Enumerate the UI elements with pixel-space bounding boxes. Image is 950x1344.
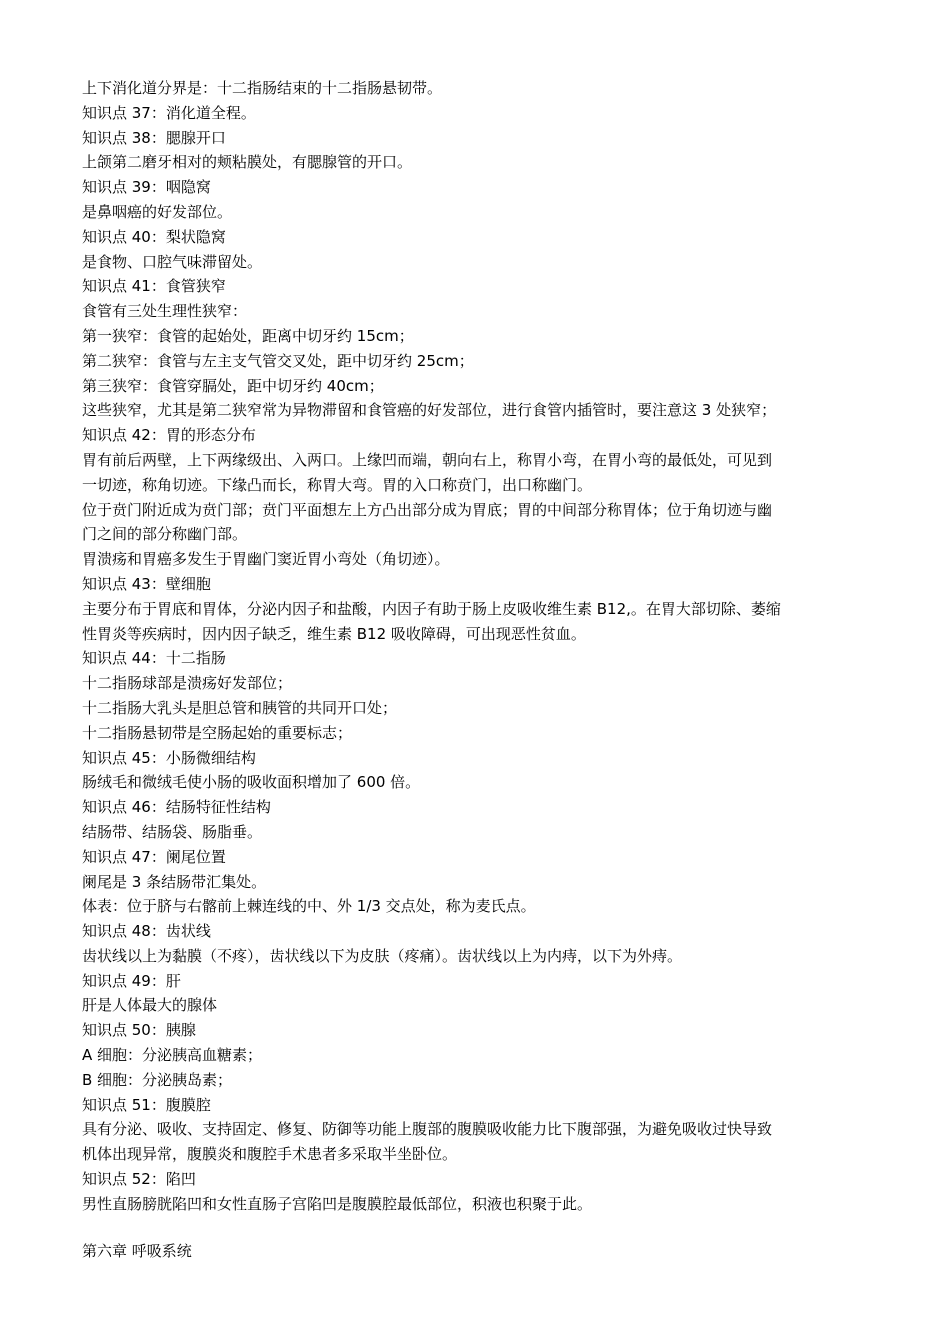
text-line: 上下消化道分界是：十二指肠结束的十二指肠悬韧带。 (82, 79, 443, 97)
text-line: 十二指肠大乳头是胆总管和胰管的共同开口处； (82, 698, 398, 717)
section-heading: 知识点 37：消化道全程。 (82, 103, 256, 122)
text-line: 一切迹，称角切迹。下缘凸而长，称胃大弯。胃的入口称贲门，出口称幽门。 (82, 475, 593, 494)
document-page (82, 76, 874, 1263)
text-line: 上颌第二磨牙相对的颊粘膜处，有腮腺管的开口。 (82, 153, 413, 172)
section-heading: 知识点 43：壁细胞 (82, 574, 211, 593)
text-line: 第一狭窄：食管的起始处，距离中切牙约 15cm； (82, 326, 414, 345)
text-line: 第三狭窄：食管穿膈处，距中切牙约 40cm； (82, 376, 384, 395)
section-heading: 知识点 40：梨状隐窝 (82, 227, 226, 246)
section-heading: 知识点 52：陷凹 (82, 1170, 196, 1189)
text-line: 肝是人体最大的腺体 (82, 996, 218, 1015)
text-line: 男性直肠膀胱陷凹和女性直肠子宫陷凹是腹膜腔最低部位，积液也积聚于此。 (82, 1194, 593, 1213)
section-heading: 知识点 50：胰腺 (82, 1021, 196, 1040)
text-line: 齿状线以上为黏膜（不疼），齿状线以下为皮肤（疼痛）。齿状线以上为内痔，以下为外痔。 (82, 946, 683, 965)
text-line: 这些狭窄，尤其是第二狭窄常为异物滞留和食管癌的好发部位，进行食管内插管时，要注意这 3 处狭窄； (82, 401, 777, 420)
text-line: 主要分布于胃底和胃体，分泌内因子和盐酸，内因子有助于肠上皮吸收维生素 B12,。在胃大部切除、萎缩 (82, 599, 781, 618)
text-line: 体表：位于脐与右髂前上棘连线的中、外 1/3 交点处，称为麦氏点。 (82, 897, 536, 916)
section-heading: 知识点 39：咽隐窝 (82, 178, 211, 197)
section-heading: 知识点 51：腹膜腔 (82, 1095, 211, 1114)
text-line: A 细胞：分泌胰高血糖素； (82, 1046, 263, 1065)
text-line: 机体出现异常，腹膜炎和腹腔手术患者多采取半坐卧位。 (82, 1145, 458, 1164)
text-line: 位于贲门附近成为贲门部；贲门平面想左上方凸出部分成为胃底；胃的中间部分称胃体；位于角切迹与幽 (82, 500, 773, 519)
section-heading: 知识点 42：胃的形态分布 (82, 426, 256, 445)
section-heading: 知识点 48：齿状线 (82, 922, 211, 941)
text-line: 十二指肠悬韧带是空肠起始的重要标志； (82, 723, 353, 742)
text-line: 胃有前后两壁，上下两缘级出、入两口。上缘凹而端，朝向右上，称胃小弯，在胃小弯的最低处，可见到 (82, 450, 773, 469)
text-line: 具有分泌、吸收、支持固定、修复、防御等功能上腹部的腹膜吸收能力比下腹部强，为避免吸收过快导致 (82, 1120, 773, 1139)
paragraph-gap (82, 1217, 874, 1239)
text-line: 胃溃疡和胃癌多发生于胃幽门窦近胃小弯处（角切迹）。 (82, 550, 450, 569)
section-heading: 知识点 45：小肠微细结构 (82, 748, 256, 767)
section-heading: 知识点 44：十二指肠 (82, 649, 226, 668)
section-heading: 知识点 41：食管狭窄 (82, 277, 226, 296)
text-line: 结肠带、结肠袋、肠脂垂。 (82, 822, 263, 841)
text-line: 十二指肠球部是溃疡好发部位； (82, 674, 293, 693)
text-line: 是鼻咽癌的好发部位。 (82, 202, 233, 221)
section-heading: 知识点 38：腮腺开口 (82, 128, 226, 147)
text-line: 门之间的部分称幽门部。 (82, 525, 248, 544)
text-line: 阑尾是 3 条结肠带汇集处。 (82, 872, 267, 891)
text-line: 肠绒毛和微绒毛使小肠的吸收面积增加了 600 倍。 (82, 773, 421, 792)
text-line: 食管有三处生理性狭窄： (82, 302, 248, 321)
section-heading: 知识点 49：肝 (82, 971, 181, 990)
chapter-heading: 第六章 呼吸系统 (82, 1241, 192, 1260)
section-heading: 知识点 46：结肠特征性结构 (82, 798, 271, 817)
text-line: 性胃炎等疾病时，因内因子缺乏，维生素 B12 吸收障碍，可出现恶性贫血。 (82, 624, 586, 643)
text-line: 是食物、口腔气味滞留处。 (82, 252, 263, 271)
section-heading: 知识点 47：阑尾位置 (82, 847, 226, 866)
text-line: B 细胞：分泌胰岛素； (82, 1070, 233, 1089)
text-line: 第二狭窄：食管与左主支气管交叉处，距中切牙约 25cm； (82, 351, 474, 370)
